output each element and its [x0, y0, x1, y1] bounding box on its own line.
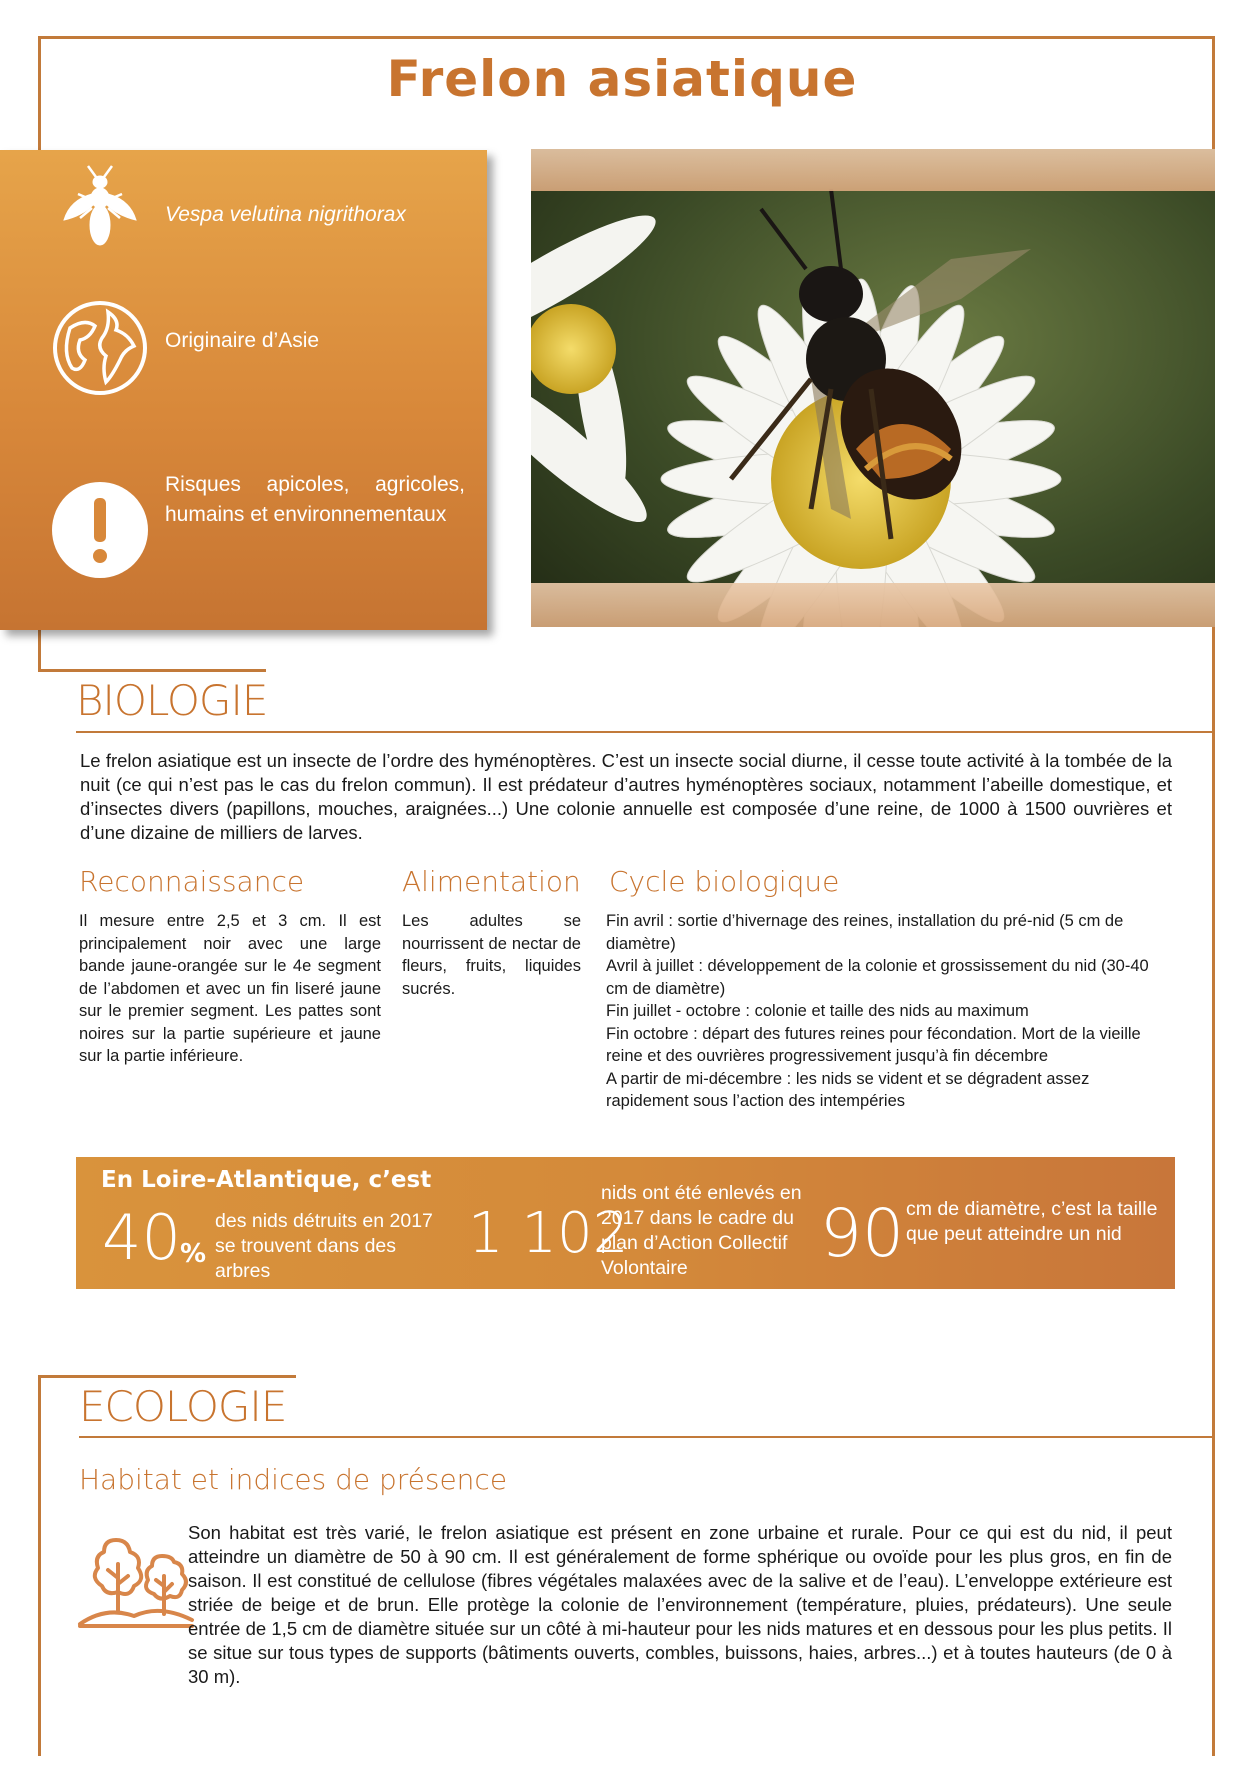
frame-top [38, 36, 1214, 39]
stat-40-unit: % [180, 1239, 207, 1269]
stat-1102-text: nids ont été enlevés en 2017 dans le cadre du plan d’Action Collectif Volontaire [601, 1182, 802, 1279]
trees-icon [76, 1520, 196, 1630]
habitat-text: Son habitat est très varié, le frelon asiatique est présent en zone urbaine et rurale. Pour ce qui est du nid, il peut atteindre un diamètre de 50 à 90 cm. Il est généralement de forme sphérique ou ovoïde pour les plus gros, en fin de saison. Il est constitué de cellulose (fibres végétales malaxées avec de la salive et de l’eau). L’enveloppe extérieure est striée de beige et de brun. Elle protège la colonie de l’environnement (température, pluies, prédateurs). Une seule entrée de 1,5 cm de diamètre située sur un côté à mi-hauteur pour les nids matures et en dessous pour les plus petits. Il se situe sur tous types de supports (bâtiments ouverts, combles, buissons, haies, arbres...) et à toutes hauteurs (de 0 à 30 m). [188, 1522, 1172, 1687]
stats-heading: En Loire-Atlantique, c’est [101, 1167, 432, 1193]
cycle-period: Fin juillet - octobre : [606, 1002, 750, 1020]
ecologie-rule-top [38, 1375, 296, 1378]
hornet-photo [531, 149, 1215, 627]
cycle-desc: : les nids se vident et se dégradent assez rapidement sous l’action des intempéries [606, 1069, 1090, 1110]
stat-40-value: 40 [102, 1201, 181, 1274]
cycle-heading: Cycle biologique [609, 865, 840, 898]
cycle-item [606, 1000, 1173, 1023]
cycle-period: Fin avril : [606, 912, 673, 930]
cycle-period: Avril à juillet : [606, 957, 703, 975]
habitat-heading: Habitat et indices de présence [79, 1463, 508, 1496]
alimentation-heading: Alimentation [402, 865, 581, 898]
cycle-desc: développement de la colonie et grossissement du nid (30-40 cm de diamètre) [606, 957, 1149, 998]
cycle-desc: départ des futures reines pour fécondation. Mort de la vieille reine et des ouvrières progressivement jusqu’à fin décembre [606, 1024, 1141, 1065]
cycle-list [606, 910, 1173, 1113]
stat-1102-value: 1 102 [468, 1201, 629, 1266]
species-name: Vespa velutina nigrithorax [165, 203, 406, 226]
cycle-period: Fin octobre : [606, 1024, 698, 1043]
biologie-intro: Le frelon asiatique est un insecte de l’ordre des hyménoptères. C’est un insecte social diurne, il cesse toute activité à la tombée de la nuit (ce qui n’est pas le cas du frelon commun). Il est prédateur d’autres hyménoptères sociaux, notamment l’abeille domestique, et d’insectes divers (papillons, mouches, araignées...) Une colonie annuelle est composée d’une reine, de 1000 à 1500 ouvrières et d’une dizaine de milliers de larves. [80, 750, 1172, 843]
risk-text: Risques apicoles, agricoles, humains et environnementaux [165, 473, 465, 526]
biologie-heading: BIOLOGIE [76, 676, 268, 725]
biologie-rule-top [38, 669, 266, 672]
globe-icon [50, 298, 150, 398]
reconnaissance-heading: Reconnaissance [79, 865, 305, 898]
alimentation-text: Les adultes se nourrissent de nectar de fleurs, fruits, liquides sucrés. [402, 912, 581, 998]
cycle-item [606, 1023, 1173, 1068]
cycle-desc: colonie et taille des nids au maximum [749, 1002, 1029, 1020]
stat-90-value: 90 [820, 1195, 904, 1272]
cycle-item [606, 1068, 1173, 1113]
ecologie-rule-bottom [79, 1436, 1212, 1438]
cycle-period: A partir de mi-décembre [606, 1069, 783, 1088]
warning-icon [50, 480, 150, 580]
reconnaissance-text: Il mesure entre 2,5 et 3 cm. Il est principalement noir avec une large bande jaune-orangée sur le 4e segment de l’abdomen et avec un fin liseré jaune sur le premier segment. Les pattes sont noires sur la partie supérieure et jaune sur la partie inférieure. [79, 912, 381, 1065]
cycle-desc: sortie d’hivernage des reines, installation du pré-nid (5 cm de diamètre) [606, 912, 1124, 953]
origin-text: Originaire d’Asie [165, 329, 320, 352]
cycle-item [606, 955, 1173, 1000]
stat-90-text: cm de diamètre, c’est la taille que peut atteindre un nid [906, 1198, 1158, 1245]
hornet-icon [50, 160, 150, 260]
page-title: Frelon asiatique [386, 50, 858, 108]
hornet-on-daisy-image [531, 149, 1215, 627]
ecologie-heading: ECOLOGIE [79, 1382, 287, 1431]
biologie-rule-bottom [76, 731, 1212, 733]
info-panel [0, 150, 487, 630]
stat-40-text: des nids détruits en 2017 se trouvent dans des arbres [215, 1210, 433, 1282]
stats-banner [76, 1157, 1175, 1289]
frame-left-mid [38, 630, 41, 670]
cycle-item [606, 910, 1173, 955]
frame-left-bottom [38, 1378, 41, 1756]
